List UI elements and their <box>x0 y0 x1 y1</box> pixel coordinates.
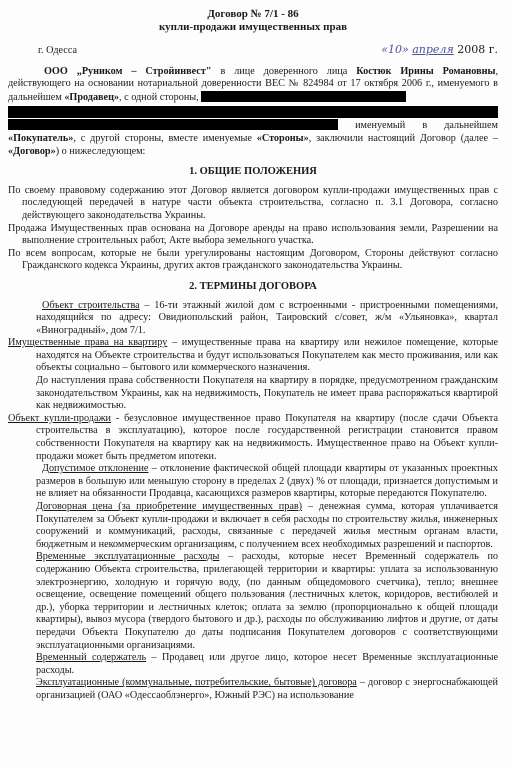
section-1-paragraph: По своему правовому содержанию этот Договор является договором купли-продажи имущественных прав с последующей передачей в натуре части объекта строительства, согласно п. 3.1 Договора, согласно действующего законодательства Украины. <box>8 184 498 221</box>
term-name: Временные эксплуатационные расходы <box>36 551 220 563</box>
section-1-body <box>8 185 498 273</box>
seller-name: ООО „Руником – Стройинвест" <box>44 65 212 77</box>
term-definition: Объект строительства – 16-ти этажный жилой дом с встроенными - пристроенными помещениями, находящийся по адресу: Овидиопольский район, Таировский с/совет, ж/м «Ульяновка», квартал «Виноградный», дом 7/1. <box>36 299 498 336</box>
document-title <box>8 8 498 34</box>
parties-term: «Стороны» <box>256 132 309 144</box>
buyer-role: «Покупатель» <box>8 132 74 144</box>
term-name: Договорная цена (за приобретение имущественных прав) <box>36 501 303 512</box>
date-year: 2008 г. <box>457 43 498 56</box>
date-day: «10» <box>381 43 409 56</box>
contract-date <box>381 44 498 57</box>
term-definition: Временные эксплуатационные расходы – расходы, которые несет Временный содержатель по содержанию Объекта строительства, прилегающей территории и квартиры: уплата за использованную электроэнергию, холодную и горячую воду, (по данным общедомового счетчика), тепло; внешнее освещение, освещение помещений общего пользования (лестничных клеток, коридоров, вестибюлей и др.), уборка территории и лестничных клеток; оплата за землю (пропорционально к общей площади квартиры), вывоз мусора (твердого бытового и др.), расходы по обслуживанию лифтов и другие, от даты передачи Объекта Покупателю до даты подписания Покупателем договоров с соответствующими эксплуатационными организациями. <box>36 551 498 651</box>
term-name: Объект купли-продажи <box>8 412 111 424</box>
term-name: Имущественные права на квартиру <box>8 337 168 349</box>
term-definition: Допустимое отклонение – отклонение фактической общей площади квартиры от указанных проектных размеров в большую или меньшую сторону в пределах 2 (двух) % от площади, признается допустимым и не влияет на обязанности Продавца, касающихся размеров квартиры, которые передаются Покупателю. <box>36 463 498 500</box>
term-definition: Объект купли-продажи - безусловное имущественное право Покупателя на квартиру (после сдачи Объекта строительства в эксплуатацию), которое после государственной регистрации становится правом собственности Покупателя на квартиру как на недвижимость. Имущественное право на Объект купли-продажи может быть предметом ипотеки. <box>8 412 498 462</box>
contract-term: «Договор» <box>8 145 56 157</box>
buyer-paragraph: именуемый в дальнейшем «Покупатель», с другой стороны, вместе именуемые «Стороны», заключили настоящий Договор (далее – «Договор») о нижеследующем: <box>8 120 498 157</box>
title-line-2: купли-продажи имущественных прав <box>158 21 348 33</box>
term-name: Допустимое отклонение <box>42 463 149 475</box>
seller-representative: Костюк Ирины Романовны <box>356 65 496 77</box>
term-name: Объект строительства <box>42 299 140 311</box>
date-month: апреля <box>412 43 454 56</box>
section-1-heading: 1. ОБЩИЕ ПОЛОЖЕНИЯ <box>189 166 317 178</box>
redaction-bar <box>8 119 338 130</box>
term-name: Временный содержатель <box>36 652 147 664</box>
term-definition: Эксплуатационные (коммунальные, потребительские, бытовые) договора – договор с энергоснабжающей организацией (ОАО «Одессаоблэнерго», Южный РЭС) на использование <box>36 677 498 701</box>
term-definition: Договорная цена (за приобретение имущественных прав) – денежная сумма, которая уплачивается Покупателем за Объект купли-продажи и включает в себя расходы по строительству жилья, инженерных сооружений и коммуникаций, расходы, связанные с передачей жилья местным органам власти, бюджетным и некоммерческим организациям, с получением всех необходимых разрешений и паспортов. <box>36 501 498 550</box>
term-definition: До наступления права собственности Покупателя на квартиру в порядке, предусмотренном гражданским законодательством Украины, как на недвижимость, Покупатель не имеет права распоряжаться квартирой как недвижимостью. <box>36 375 498 412</box>
parties-paragraph: ООО „Руником – Стройинвест" в лице доверенного лица Костюк Ирины Романовны, действующего на основании нотариальной доверенности ВЕС № 824984 от 17 октября 2006 г., именуемого в дальнейшем «Продавец», с одной стороны, <box>8 65 499 103</box>
redaction-bar <box>201 91 406 102</box>
term-definition: Имущественные права на квартиру – имущественные права на квартиру или нежилое помещение, которые находятся на Объекте строительства и будут использоваться Покупателем как место проживания, или как объекты социально – бытового или коммерческого назначения. <box>8 337 498 374</box>
section-1-paragraph: По всем вопросам, которые не были урегулированы настоящим Договором, Стороны действуют согласно Гражданского кодекса Украины, других актов гражданского законодательства Украины. <box>8 247 498 272</box>
section-1-paragraph: Продажа Имущественных прав основана на Договоре аренды на право использования земли, Разрешении на выполнение строительных работ, Акте выбора земельного участка. <box>8 222 498 247</box>
place-date-row <box>8 44 498 58</box>
title-line-1: Договор № 7/1 - 86 <box>207 8 299 20</box>
section-2-heading: 2. ТЕРМИНЫ ДОГОВОРА <box>189 280 317 292</box>
redaction-bar <box>8 106 498 118</box>
seller-role: «Продавец» <box>64 91 120 103</box>
term-definition: Временный содержатель – Продавец или другое лицо, которое несет Временные эксплуатационные расходы. <box>36 652 498 676</box>
city: г. Одесса <box>38 45 77 56</box>
section-2-body <box>8 300 498 703</box>
term-name: Эксплуатационные (коммунальные, потребительские, бытовые) договора <box>36 677 357 689</box>
